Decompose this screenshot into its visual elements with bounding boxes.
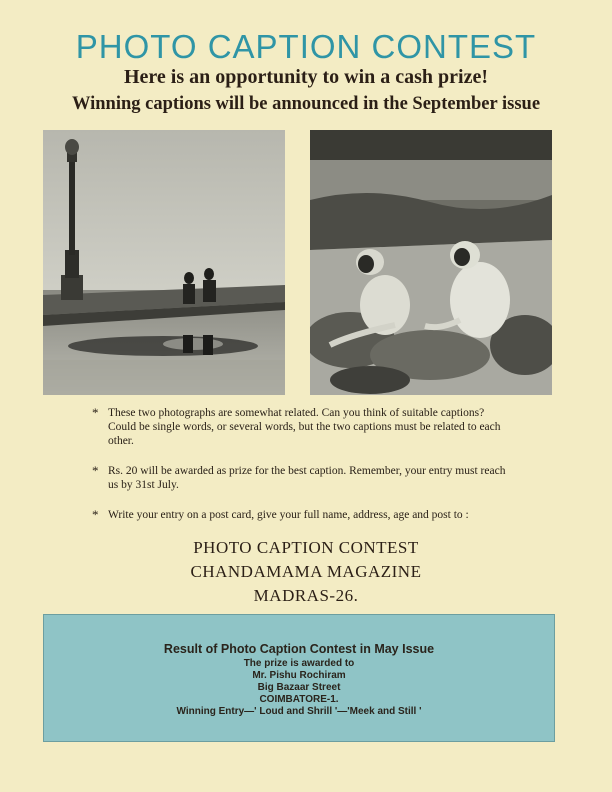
instruction-item	[92, 508, 512, 522]
contest-instructions	[92, 406, 512, 538]
prize-subtitle: Here is an opportunity to win a cash prize!	[123, 66, 489, 88]
instruction-text: These two photographs are somewhat related. Can you think of suitable captions? Could be single words, or several words, but the two captions must be related to each other.	[108, 407, 501, 447]
bullet-star-icon: *	[92, 463, 99, 478]
announcement-subtitle: Winning captions will be announced in the September issue	[71, 94, 541, 114]
photo-monkeys	[310, 130, 552, 395]
photo-seafront	[43, 130, 285, 395]
instruction-text: Write your entry on a post card, give your full name, address, age and post to :	[108, 509, 469, 521]
address-line-city: MADRAS-26.	[253, 586, 359, 605]
instruction-text: Rs. 20 will be awarded as prize for the best caption. Remember, your entry must reach us by 31st July.	[108, 465, 506, 491]
bullet-star-icon: *	[92, 405, 99, 420]
result-prize-line: The prize is awarded to	[243, 658, 355, 669]
result-heading: Result of Photo Caption Contest in May Issue	[163, 642, 435, 656]
bullet-star-icon: *	[92, 507, 99, 522]
address-line-contest: PHOTO CAPTION CONTEST	[193, 538, 419, 557]
instruction-item	[92, 464, 512, 492]
result-winner-street: Big Bazaar Street	[257, 682, 341, 693]
result-winner-name: Mr. Pishu Rochiram	[252, 670, 346, 681]
result-winning-entry: Winning Entry—' Loud and Shrill '—'Meek and Still '	[176, 706, 422, 717]
contest-title: PHOTO CAPTION CONTEST	[75, 28, 537, 65]
result-winner-city: COIMBATORE-1.	[259, 694, 339, 705]
seafront-photo-illustration	[43, 130, 285, 395]
instruction-item	[92, 406, 512, 448]
address-line-magazine: CHANDAMAMA MAGAZINE	[190, 562, 422, 581]
previous-result-box	[43, 614, 555, 742]
monkeys-photo-illustration	[310, 130, 552, 395]
